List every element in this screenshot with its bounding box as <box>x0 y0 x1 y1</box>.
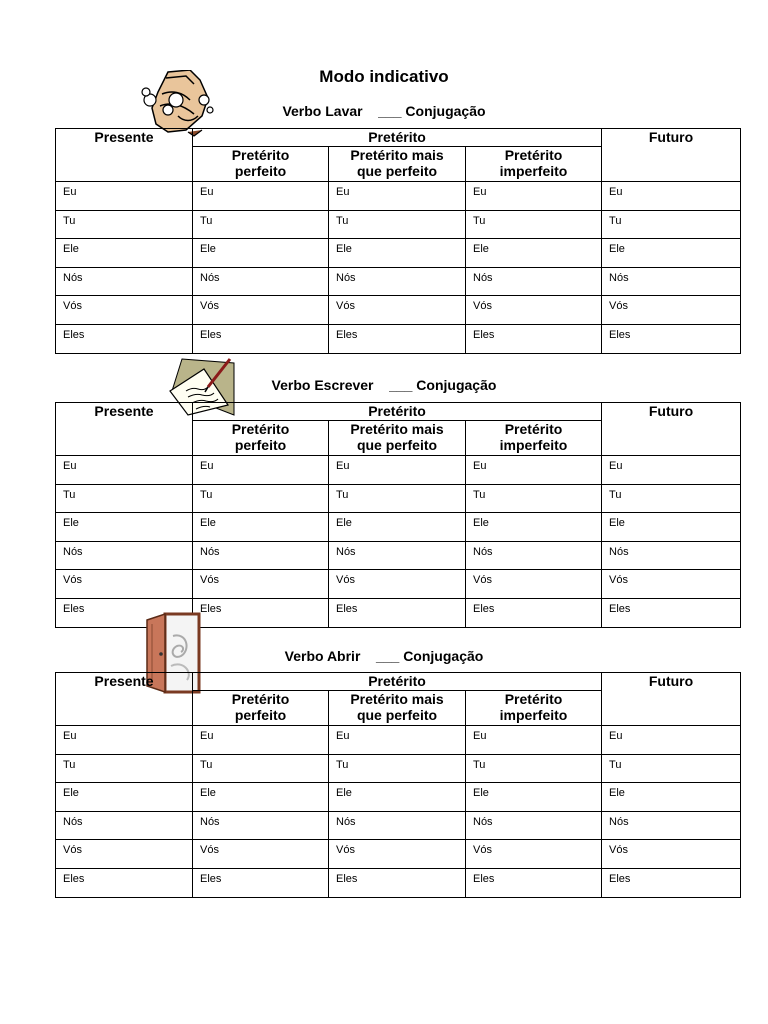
cell-perfeito[interactable]: Ele <box>193 783 329 812</box>
cell-futuro[interactable]: Eles <box>602 868 741 897</box>
header-preterito-imperfeito: Pretérito imperfeito <box>466 147 602 182</box>
cell-perfeito[interactable]: Vós <box>193 570 329 599</box>
cell-imperfeito[interactable]: Vós <box>466 296 602 325</box>
table-row <box>56 210 741 239</box>
cell-perfeito[interactable]: Eles <box>193 324 329 353</box>
header-futuro: Futuro <box>602 129 741 182</box>
cell-futuro[interactable]: Nós <box>602 267 741 296</box>
conjugation-table-abrir <box>55 672 741 898</box>
cell-presente[interactable]: Eu <box>56 182 193 211</box>
page-title: Modo indicativo <box>319 67 449 86</box>
header-preterito-perfeito: Pretérito perfeito <box>193 421 329 456</box>
header-preterito-imperfeito: Pretérito imperfeito <box>466 421 602 456</box>
cell-presente[interactable]: Ele <box>56 513 193 542</box>
cell-presente[interactable]: Vós <box>56 296 193 325</box>
cell-imperfeito[interactable]: Eles <box>466 868 602 897</box>
cell-presente[interactable]: Nós <box>56 811 193 840</box>
table-row <box>56 456 741 485</box>
header-presente: Presente <box>56 403 193 456</box>
table-row <box>56 783 741 812</box>
header-presente: Presente <box>56 129 193 182</box>
cell-presente[interactable]: Ele <box>56 239 193 268</box>
cell-futuro[interactable]: Vós <box>602 840 741 869</box>
cell-futuro[interactable]: Tu <box>602 484 741 513</box>
cell-mais-que-perfeito[interactable]: Ele <box>329 783 466 812</box>
table-row <box>56 239 741 268</box>
cell-futuro[interactable]: Tu <box>602 210 741 239</box>
cell-imperfeito[interactable]: Eu <box>466 182 602 211</box>
cell-presente[interactable]: Tu <box>56 484 193 513</box>
cell-perfeito[interactable]: Eles <box>193 598 329 627</box>
cell-perfeito[interactable]: Nós <box>193 811 329 840</box>
cell-mais-que-perfeito[interactable]: Nós <box>329 267 466 296</box>
cell-futuro[interactable]: Eu <box>602 726 741 755</box>
header-preterito: Pretérito <box>193 403 602 421</box>
table-row <box>56 324 741 353</box>
cell-imperfeito[interactable]: Vós <box>466 840 602 869</box>
cell-mais-que-perfeito[interactable]: Eu <box>329 726 466 755</box>
cell-mais-que-perfeito[interactable]: Eles <box>329 324 466 353</box>
cell-perfeito[interactable]: Tu <box>193 210 329 239</box>
cell-perfeito[interactable]: Eles <box>193 868 329 897</box>
verb-heading-lavar: Verbo Lavar ___ Conjugação <box>282 103 486 119</box>
cell-perfeito[interactable]: Vós <box>193 840 329 869</box>
table-row <box>56 267 741 296</box>
cell-futuro[interactable]: Nós <box>602 811 741 840</box>
cell-presente[interactable]: Eles <box>56 868 193 897</box>
cell-perfeito[interactable]: Eu <box>193 456 329 485</box>
header-preterito-mais-que-perfeito: Pretérito mais que perfeito <box>329 147 466 182</box>
table-row <box>56 868 741 897</box>
header-preterito: Pretérito <box>193 129 602 147</box>
header-futuro: Futuro <box>602 673 741 726</box>
table-row <box>56 541 741 570</box>
header-preterito-imperfeito: Pretérito imperfeito <box>466 691 602 726</box>
cell-presente[interactable]: Ele <box>56 783 193 812</box>
cell-futuro[interactable]: Eles <box>602 598 741 627</box>
cell-futuro[interactable]: Nós <box>602 541 741 570</box>
cell-imperfeito[interactable]: Ele <box>466 513 602 542</box>
cell-futuro[interactable]: Vós <box>602 296 741 325</box>
cell-presente[interactable]: Eles <box>56 324 193 353</box>
cell-imperfeito[interactable]: Vós <box>466 570 602 599</box>
cell-mais-que-perfeito[interactable]: Ele <box>329 239 466 268</box>
conjugation-table-escrever <box>55 402 741 628</box>
cell-imperfeito[interactable]: Ele <box>466 783 602 812</box>
cell-imperfeito[interactable]: Eles <box>466 598 602 627</box>
cell-mais-que-perfeito[interactable]: Eu <box>329 456 466 485</box>
cell-mais-que-perfeito[interactable]: Nós <box>329 811 466 840</box>
table-row <box>56 570 741 599</box>
cell-imperfeito[interactable]: Tu <box>466 754 602 783</box>
header-preterito-perfeito: Pretérito perfeito <box>193 691 329 726</box>
cell-mais-que-perfeito[interactable]: Eles <box>329 868 466 897</box>
header-presente: Presente <box>56 673 193 726</box>
header-preterito-mais-que-perfeito: Pretérito mais que perfeito <box>329 691 466 726</box>
table-row <box>56 296 741 325</box>
table-row <box>56 754 741 783</box>
cell-mais-que-perfeito[interactable]: Eu <box>329 182 466 211</box>
cell-mais-que-perfeito[interactable]: Nós <box>329 541 466 570</box>
header-preterito-mais-que-perfeito: Pretérito mais que perfeito <box>329 421 466 456</box>
table-row <box>56 484 741 513</box>
table-row <box>56 513 741 542</box>
cell-perfeito[interactable]: Ele <box>193 513 329 542</box>
cell-futuro[interactable]: Eles <box>602 324 741 353</box>
cell-futuro[interactable]: Ele <box>602 783 741 812</box>
cell-imperfeito[interactable]: Tu <box>466 484 602 513</box>
verb-heading-escrever: Verbo Escrever ___ Conjugação <box>271 377 497 393</box>
cell-mais-que-perfeito[interactable]: Vós <box>329 840 466 869</box>
cell-perfeito[interactable]: Tu <box>193 754 329 783</box>
cell-imperfeito[interactable]: Eles <box>466 324 602 353</box>
cell-imperfeito[interactable]: Tu <box>466 210 602 239</box>
cell-mais-que-perfeito[interactable]: Tu <box>329 754 466 783</box>
cell-presente[interactable]: Tu <box>56 210 193 239</box>
header-futuro: Futuro <box>602 403 741 456</box>
cell-presente[interactable]: Nós <box>56 267 193 296</box>
cell-futuro[interactable]: Ele <box>602 239 741 268</box>
header-preterito-perfeito: Pretérito perfeito <box>193 147 329 182</box>
cell-presente[interactable]: Eu <box>56 456 193 485</box>
cell-imperfeito[interactable]: Eu <box>466 456 602 485</box>
cell-presente[interactable]: Vós <box>56 840 193 869</box>
cell-presente[interactable]: Tu <box>56 754 193 783</box>
cell-mais-que-perfeito[interactable]: Vós <box>329 296 466 325</box>
cell-presente[interactable]: Eu <box>56 726 193 755</box>
table-row <box>56 182 741 211</box>
table-row <box>56 726 741 755</box>
cell-mais-que-perfeito[interactable]: Tu <box>329 484 466 513</box>
cell-imperfeito[interactable]: Nós <box>466 267 602 296</box>
table-row <box>56 811 741 840</box>
verb-heading-abrir: Verbo Abrir ___ Conjugação <box>284 648 484 664</box>
cell-perfeito[interactable]: Nós <box>193 541 329 570</box>
cell-mais-que-perfeito[interactable]: Vós <box>329 570 466 599</box>
cell-perfeito[interactable]: Nós <box>193 267 329 296</box>
cell-futuro[interactable]: Tu <box>602 754 741 783</box>
cell-imperfeito[interactable]: Nós <box>466 811 602 840</box>
cell-perfeito[interactable]: Eu <box>193 182 329 211</box>
cell-futuro[interactable]: Vós <box>602 570 741 599</box>
cell-perfeito[interactable]: Vós <box>193 296 329 325</box>
cell-perfeito[interactable]: Tu <box>193 484 329 513</box>
cell-futuro[interactable]: Eu <box>602 182 741 211</box>
cell-mais-que-perfeito[interactable]: Eles <box>329 598 466 627</box>
table-row <box>56 840 741 869</box>
cell-presente[interactable]: Vós <box>56 570 193 599</box>
cell-mais-que-perfeito[interactable]: Tu <box>329 210 466 239</box>
cell-imperfeito[interactable]: Eu <box>466 726 602 755</box>
cell-futuro[interactable]: Ele <box>602 513 741 542</box>
cell-presente[interactable]: Nós <box>56 541 193 570</box>
cell-mais-que-perfeito[interactable]: Ele <box>329 513 466 542</box>
cell-futuro[interactable]: Eu <box>602 456 741 485</box>
cell-perfeito[interactable]: Ele <box>193 239 329 268</box>
cell-imperfeito[interactable]: Nós <box>466 541 602 570</box>
header-preterito: Pretérito <box>193 673 602 691</box>
cell-perfeito[interactable]: Eu <box>193 726 329 755</box>
cell-imperfeito[interactable]: Ele <box>466 239 602 268</box>
cell-presente[interactable]: Eles <box>56 598 193 627</box>
conjugation-table-lavar <box>55 128 741 354</box>
